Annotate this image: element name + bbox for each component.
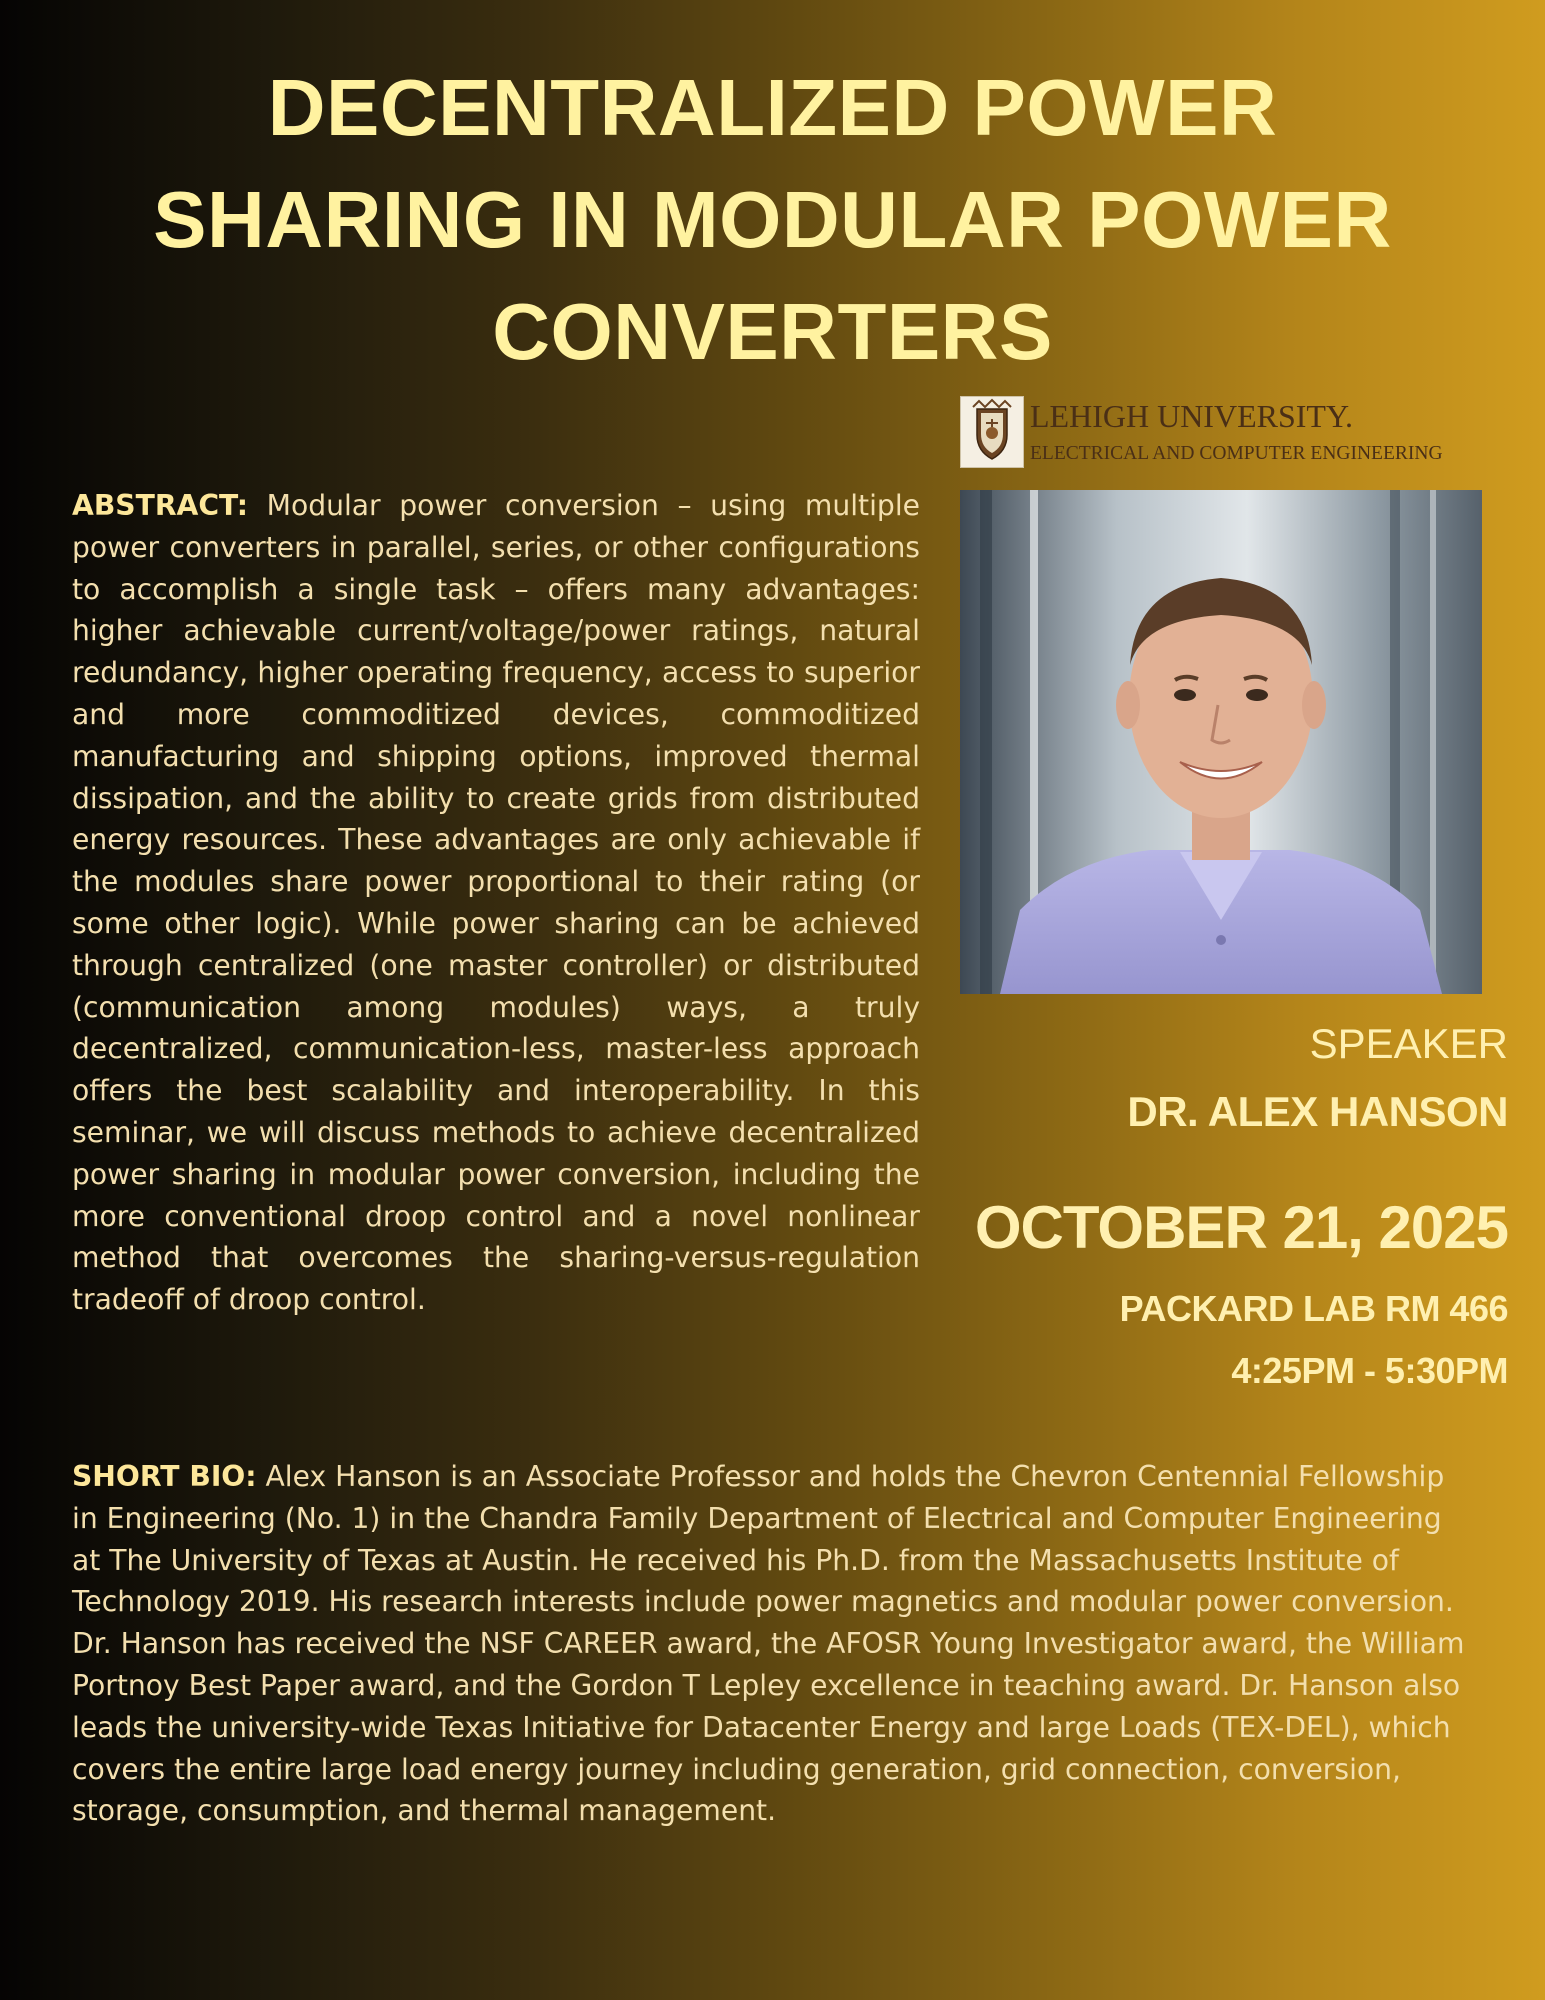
university-name: LEHIGH UNIVERSITY. bbox=[1030, 398, 1353, 434]
bio-label: SHORT BIO: bbox=[72, 1460, 257, 1493]
lehigh-logo bbox=[960, 396, 1520, 470]
speaker-label: SPEAKER bbox=[1309, 1020, 1508, 1067]
event-title bbox=[60, 52, 1485, 388]
abstract-section bbox=[72, 485, 920, 1321]
title-line-1: DECENTRALIZED POWER bbox=[267, 63, 1278, 152]
lehigh-seal-icon bbox=[960, 396, 1024, 468]
bio-section bbox=[72, 1456, 1472, 1832]
bio-text: Alex Hanson is an Associate Professor and holds the Chevron Centennial Fellowship in Engineering (No. 1) in the Chandra Family Department of Electrical and Computer Engineering at The University of Texas at Austin. He received his Ph.D. from the Massachusetts Institute of Technology 2019. His research interests include power magnetics and modular power conversion. Dr. Hanson has received the NSF CAREER award, the AFOSR Young Investigator award, the William Portnoy Best Paper award, and the Gordon T Lepley excellence in teaching award. Dr. Hanson also leads the university-wide Texas Initiative for Datacenter Energy and large Loads (TEX-DEL), which covers the entire large load energy journey including generation, grid connection, conversion, storage, consumption, and thermal management. bbox=[72, 1460, 1465, 1828]
department-name: ELECTRICAL AND COMPUTER ENGINEERING bbox=[1030, 443, 1443, 464]
event-date: OCTOBER 21, 2025 bbox=[974, 1194, 1508, 1261]
title-line-3: CONVERTERS bbox=[492, 287, 1053, 376]
abstract-text: Modular power conversion – using multiple power converters in parallel, series, or other configurations to accomplish a single task – offers many advantages: higher achievable current/voltage/power ratings, natural redundancy, higher operating frequency, access to superior and more commoditized devices, commoditized manufacturing and shipping options, improved thermal dissipation, and the ability to create grids from distributed energy resources. These advantages are only achievable if the modules share power proportional to their rating (or some other logic). While power sharing can be achieved through centralized (one master controller) or distributed (communication among modules) ways, a truly decentralized, communication-less, master-less approach offers the best scalability and interoperability. In this seminar, we will discuss methods to achieve decentralized power sharing in modular power conversion, including the more conventional droop control and a novel nonlinear method that overcomes the sharing-versus-regulation tradeoff of droop control. bbox=[72, 489, 921, 1317]
title-line-2: SHARING IN MODULAR POWER bbox=[153, 175, 1392, 264]
speaker-photo bbox=[960, 490, 1482, 994]
event-location: PACKARD LAB RM 466 bbox=[1119, 1288, 1508, 1329]
speaker-name: DR. ALEX HANSON bbox=[1127, 1088, 1508, 1135]
abstract-label: ABSTRACT: bbox=[72, 489, 248, 522]
event-time: 4:25PM - 5:30PM bbox=[1231, 1350, 1508, 1391]
